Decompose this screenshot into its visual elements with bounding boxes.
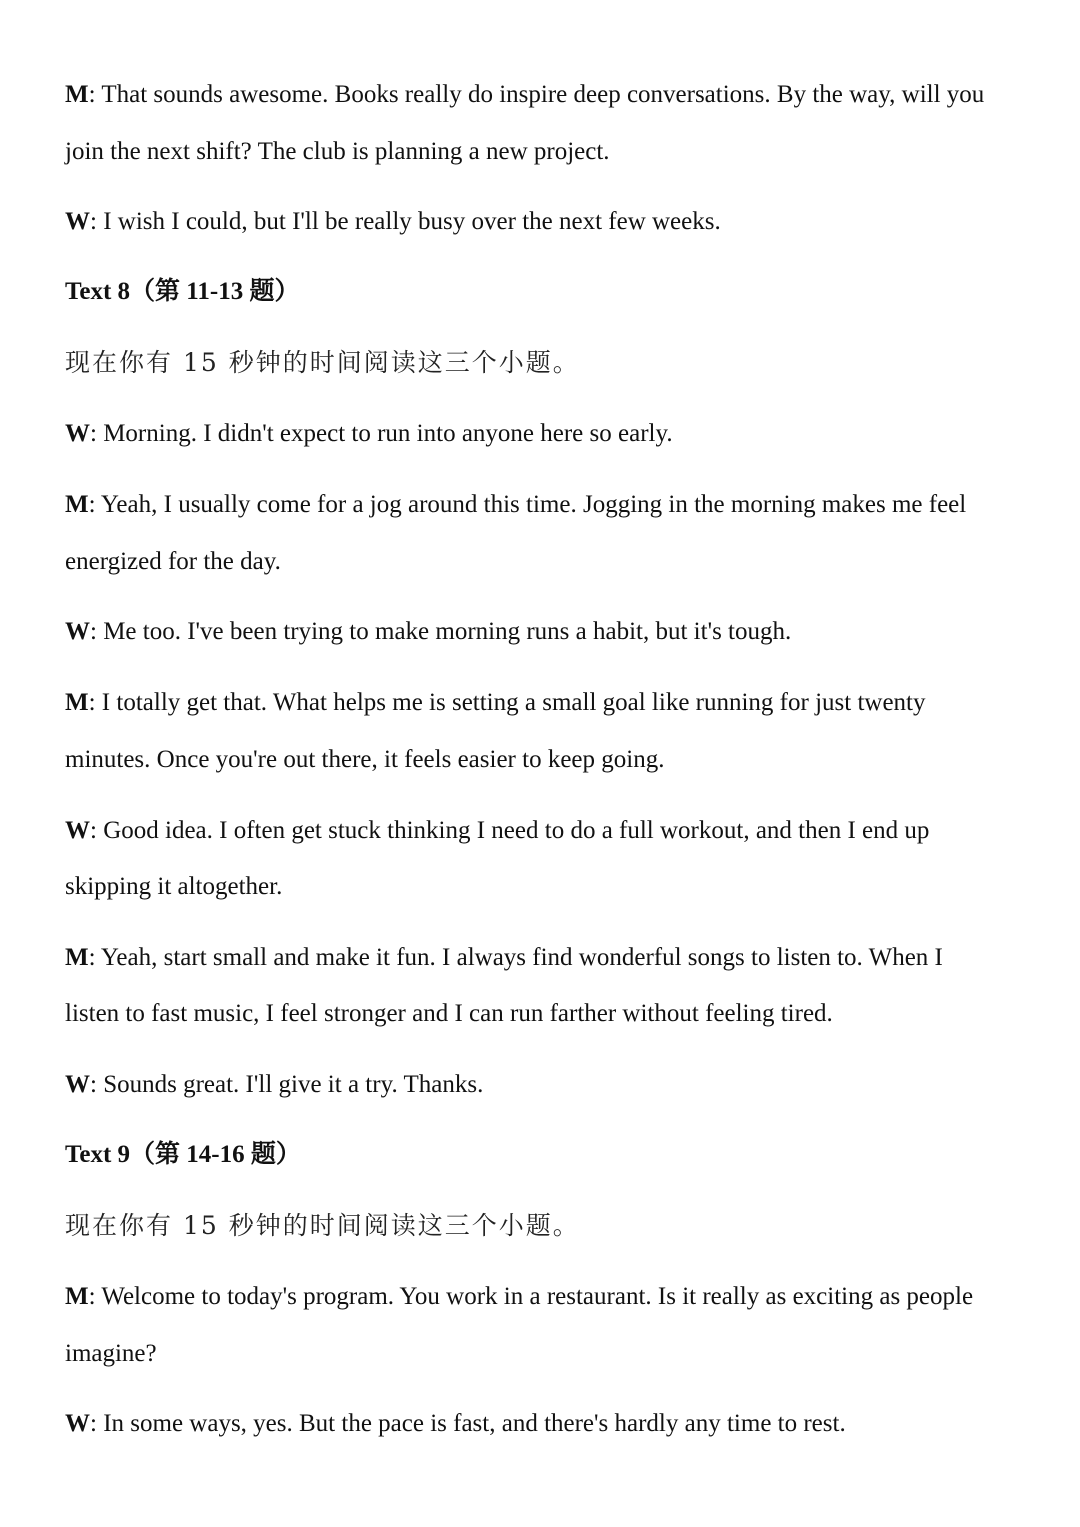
dialogue-line [65,490,966,520]
dialogue-continuation: energized for the day. [65,548,281,575]
section-heading: Text 8（第 11-13 题） [65,278,300,305]
speaker-label: M [65,81,89,108]
dialogue-continuation: join the next shift? The club is planning a new project. [65,138,610,165]
dialogue-line [65,617,791,647]
dialogue-text: : In some ways, yes. But the pace is fast, and there's hardly any time to rest. [90,1410,846,1437]
speaker-label: M [65,944,89,971]
dialogue-line [65,1282,973,1312]
reading-instruction: 现在你有 15 秒钟的时间阅读这三个小题。 [65,348,580,377]
dialogue-line [65,1409,846,1439]
speaker-label: W [65,817,90,844]
dialogue-text: : Welcome to today's program. You work in a restaurant. Is it really as exciting as people [88,1283,974,1310]
speaker-label: W [65,208,90,235]
dialogue-line [65,816,929,846]
speaker-label: W [65,1410,90,1437]
reading-instruction: 现在你有 15 秒钟的时间阅读这三个小题。 [65,1211,580,1240]
dialogue-line [65,419,673,449]
speaker-label: M [65,689,89,716]
dialogue-text: : I wish I could, but I'll be really busy over the next few weeks. [90,208,721,235]
dialogue-line [65,688,926,718]
dialogue-continuation: minutes. Once you're out there, it feels easier to keep going. [65,746,665,773]
speaker-label: M [65,1283,89,1310]
dialogue-text: : Sounds great. I'll give it a try. Thanks. [90,1071,484,1098]
dialogue-text: : I totally get that. What helps me is setting a small goal like running for just twenty [88,689,926,716]
dialogue-text: : Morning. I didn't expect to run into anyone here so early. [90,420,673,447]
dialogue-text: : Yeah, start small and make it fun. I always find wonderful songs to listen to. When I [88,944,943,971]
dialogue-text: : Yeah, I usually come for a jog around this time. Jogging in the morning makes me feel [88,491,967,518]
dialogue-line [65,943,943,973]
dialogue-line [65,80,984,110]
speaker-label: M [65,491,89,518]
dialogue-continuation: imagine? [65,1340,157,1367]
dialogue-text: : Good idea. I often get stuck thinking I need to do a full workout, and then I end up [90,817,930,844]
section-heading: Text 9（第 14-16 题） [65,1141,301,1168]
dialogue-line [65,1070,483,1100]
dialogue-continuation: listen to fast music, I feel stronger and I can run farther without feeling tired. [65,1000,833,1027]
dialogue-text: : Me too. I've been trying to make morning runs a habit, but it's tough. [90,618,792,645]
dialogue-line [65,207,721,237]
dialogue-text: : That sounds awesome. Books really do inspire deep conversations. By the way, will you [88,81,985,108]
dialogue-continuation: skipping it altogether. [65,873,283,900]
speaker-label: W [65,420,90,447]
speaker-label: W [65,618,90,645]
speaker-label: W [65,1071,90,1098]
